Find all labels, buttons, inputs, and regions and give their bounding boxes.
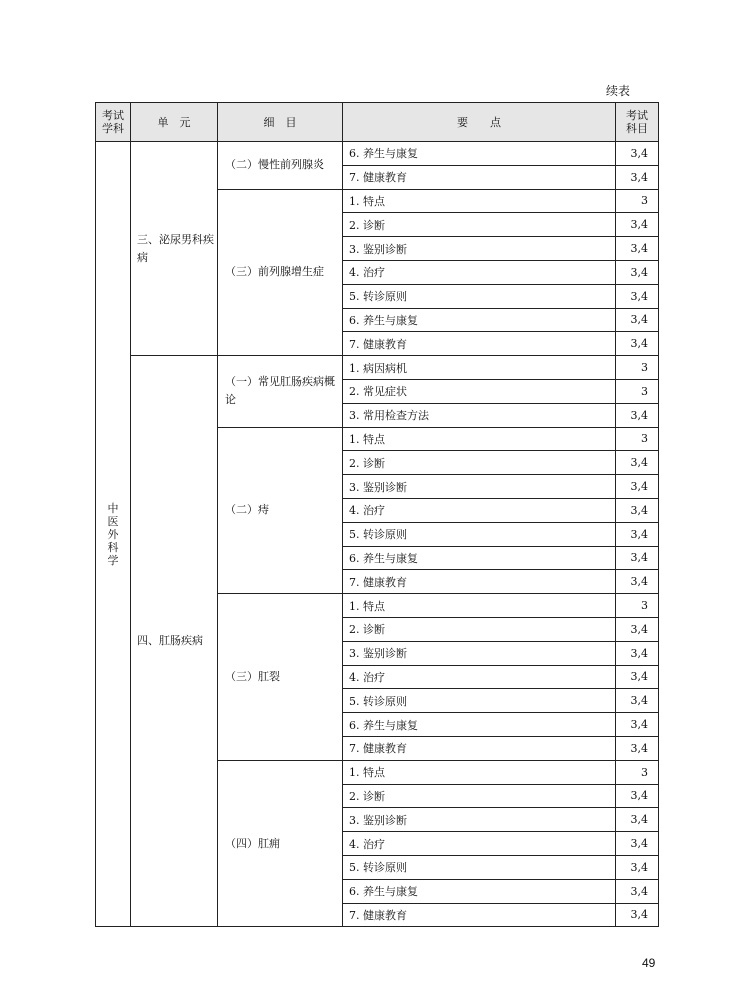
level-cell: 3,4: [616, 308, 659, 332]
level-cell: 3,4: [616, 570, 659, 594]
level-cell: 3,4: [616, 142, 659, 166]
header-detail: 细 目: [218, 103, 343, 142]
level-cell: 3: [616, 427, 659, 451]
point-cell: 6. 养生与康复: [343, 308, 616, 332]
level-cell: 3,4: [616, 451, 659, 475]
point-cell: 6. 养生与康复: [343, 546, 616, 570]
level-cell: 3,4: [616, 213, 659, 237]
point-cell: 5. 转诊原则: [343, 855, 616, 879]
level-cell: 3,4: [616, 165, 659, 189]
level-cell: 3,4: [616, 260, 659, 284]
header-points: 要 点: [343, 103, 616, 142]
unit-cell: 四、肛肠疾病: [131, 356, 218, 927]
table-row: [96, 356, 659, 380]
level-cell: 3,4: [616, 903, 659, 927]
point-cell: 2. 诊断: [343, 784, 616, 808]
level-cell: 3: [616, 594, 659, 618]
detail-cell: （三）前列腺增生症: [218, 189, 343, 356]
point-cell: 7. 健康教育: [343, 570, 616, 594]
level-cell: 3,4: [616, 808, 659, 832]
level-cell: 3,4: [616, 879, 659, 903]
point-cell: 7. 健康教育: [343, 332, 616, 356]
level-cell: 3,4: [616, 332, 659, 356]
point-cell: 7. 健康教育: [343, 736, 616, 760]
page-number: 49: [642, 956, 656, 970]
point-cell: 1. 特点: [343, 594, 616, 618]
level-cell: 3,4: [616, 736, 659, 760]
detail-cell: （一）常见肛肠疾病概论: [218, 356, 343, 427]
header-subject: 考试学科: [96, 103, 131, 142]
point-cell: 1. 特点: [343, 760, 616, 784]
point-cell: 3. 鉴别诊断: [343, 808, 616, 832]
subject-label: 中医外科学: [107, 501, 119, 567]
point-cell: 4. 治疗: [343, 498, 616, 522]
point-cell: 4. 治疗: [343, 832, 616, 856]
detail-cell: （四）肛痈: [218, 760, 343, 927]
level-cell: 3: [616, 760, 659, 784]
level-cell: 3,4: [616, 522, 659, 546]
level-cell: 3,4: [616, 617, 659, 641]
level-cell: 3,4: [616, 403, 659, 427]
point-cell: 3. 鉴别诊断: [343, 641, 616, 665]
point-cell: 5. 转诊原则: [343, 522, 616, 546]
level-cell: 3,4: [616, 284, 659, 308]
header-unit: 单 元: [131, 103, 218, 142]
table-row: [96, 142, 659, 166]
point-cell: 7. 健康教育: [343, 165, 616, 189]
level-cell: 3,4: [616, 237, 659, 261]
point-cell: 2. 常见症状: [343, 379, 616, 403]
unit-cell: 三、泌尿男科疾病: [131, 142, 218, 356]
table-body: [96, 142, 659, 927]
point-cell: 1. 病因病机: [343, 356, 616, 380]
detail-cell: （二）痔: [218, 427, 343, 594]
level-cell: 3: [616, 189, 659, 213]
syllabus-table: [95, 102, 659, 927]
point-cell: 2. 诊断: [343, 213, 616, 237]
level-cell: 3: [616, 356, 659, 380]
level-cell: 3,4: [616, 641, 659, 665]
subject-cell: [96, 142, 131, 927]
point-cell: 6. 养生与康复: [343, 879, 616, 903]
level-cell: 3,4: [616, 498, 659, 522]
point-cell: 2. 诊断: [343, 617, 616, 641]
point-cell: 6. 养生与康复: [343, 142, 616, 166]
point-cell: 6. 养生与康复: [343, 713, 616, 737]
level-cell: 3,4: [616, 546, 659, 570]
point-cell: 3. 常用检查方法: [343, 403, 616, 427]
level-cell: 3,4: [616, 475, 659, 499]
point-cell: 2. 诊断: [343, 451, 616, 475]
point-cell: 1. 特点: [343, 189, 616, 213]
header-level: 考试科目: [616, 103, 659, 142]
point-cell: 3. 鉴别诊断: [343, 237, 616, 261]
point-cell: 1. 特点: [343, 427, 616, 451]
level-cell: 3: [616, 379, 659, 403]
header-row: [96, 103, 659, 142]
point-cell: 5. 转诊原则: [343, 284, 616, 308]
point-cell: 3. 鉴别诊断: [343, 475, 616, 499]
continued-label: 续表: [606, 84, 631, 98]
level-cell: 3,4: [616, 855, 659, 879]
level-cell: 3,4: [616, 832, 659, 856]
detail-cell: （三）肛裂: [218, 594, 343, 761]
level-cell: 3,4: [616, 784, 659, 808]
level-cell: 3,4: [616, 713, 659, 737]
point-cell: 4. 治疗: [343, 260, 616, 284]
point-cell: 4. 治疗: [343, 665, 616, 689]
point-cell: 7. 健康教育: [343, 903, 616, 927]
point-cell: 5. 转诊原则: [343, 689, 616, 713]
detail-cell: （二）慢性前列腺炎: [218, 142, 343, 190]
level-cell: 3,4: [616, 689, 659, 713]
level-cell: 3,4: [616, 665, 659, 689]
